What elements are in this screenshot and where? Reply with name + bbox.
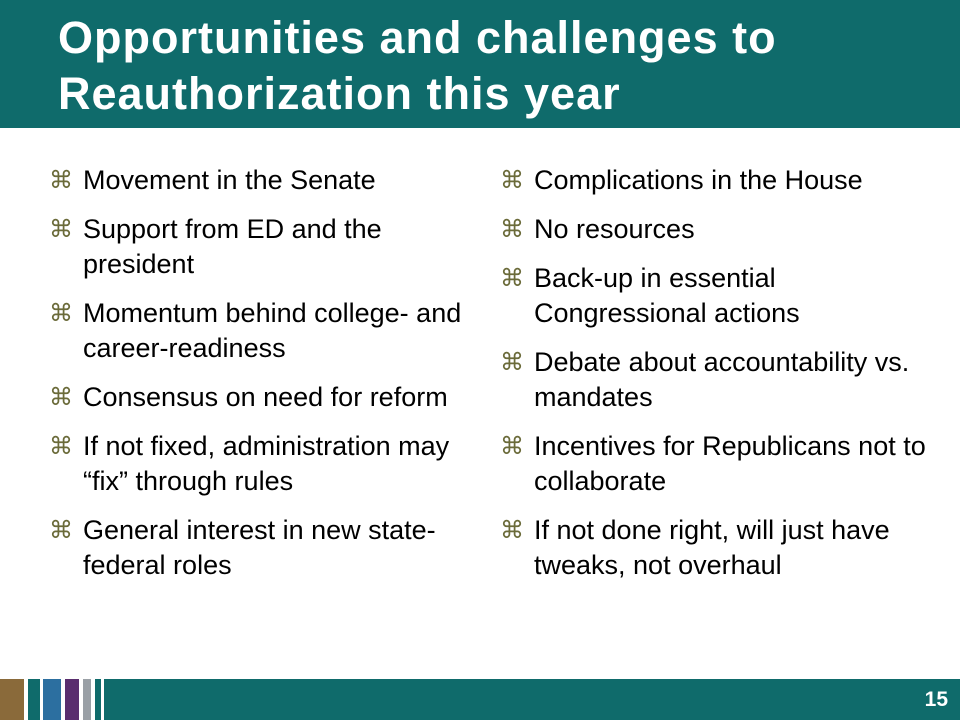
list-item-text: Incentives for Republicans not to collaborate — [534, 431, 926, 496]
list-item — [49, 212, 469, 282]
page-number: 15 — [924, 688, 948, 711]
right-column — [500, 163, 940, 597]
list-item — [500, 261, 940, 331]
list-item-text: Consensus on need for reform — [83, 382, 448, 412]
list-item-text: If not fixed, administration may “fix” through rules — [83, 431, 450, 496]
list-item — [500, 429, 940, 499]
list-item — [49, 296, 469, 366]
left-column — [49, 163, 469, 597]
list-item — [500, 212, 940, 247]
footer-bar — [0, 679, 960, 720]
list-item-text: Debate about accountability vs. mandates — [534, 347, 910, 412]
list-item-text: Complications in the House — [534, 165, 863, 195]
list-item-text: Momentum behind college- and career-readiness — [83, 298, 462, 363]
list-item — [500, 345, 940, 415]
list-item-text: Movement in the Senate — [83, 165, 376, 195]
footer-stripe-purple — [65, 679, 79, 720]
footer-stripe-gray — [83, 679, 91, 720]
slide-title: Opportunities and challenges to Reauthorization this year — [58, 12, 777, 119]
bullet-icon: ⌘ — [49, 433, 73, 460]
list-item-text: Support from ED and the president — [83, 214, 382, 279]
bullet-icon: ⌘ — [49, 300, 73, 327]
list-item — [49, 163, 469, 198]
bullet-icon: ⌘ — [500, 433, 524, 460]
list-item-text: General interest in new state-federal roles — [83, 515, 436, 580]
bullet-icon: ⌘ — [49, 216, 73, 243]
list-item — [49, 429, 469, 499]
list-item — [49, 513, 469, 583]
footer-stripe-blue — [43, 679, 61, 720]
footer-stripe-teal — [28, 679, 40, 720]
list-item-text: Back-up in essential Congressional actions — [534, 263, 800, 328]
list-item-text: No resources — [534, 214, 695, 244]
bullet-icon: ⌘ — [49, 517, 73, 544]
list-item — [500, 513, 940, 583]
bullet-icon: ⌘ — [500, 265, 524, 292]
bullet-icon: ⌘ — [49, 167, 73, 194]
footer-stripe-gap — [101, 679, 104, 720]
bullet-icon: ⌘ — [500, 349, 524, 376]
bullet-icon: ⌘ — [500, 517, 524, 544]
bullet-icon: ⌘ — [500, 167, 524, 194]
bullet-icon: ⌘ — [49, 384, 73, 411]
bullet-icon: ⌘ — [500, 216, 524, 243]
footer-stripe-brown — [0, 679, 24, 720]
list-item — [500, 163, 940, 198]
list-item — [49, 380, 469, 415]
list-item-text: If not done right, will just have tweaks, not overhaul — [534, 515, 890, 580]
title-bar — [0, 0, 960, 128]
